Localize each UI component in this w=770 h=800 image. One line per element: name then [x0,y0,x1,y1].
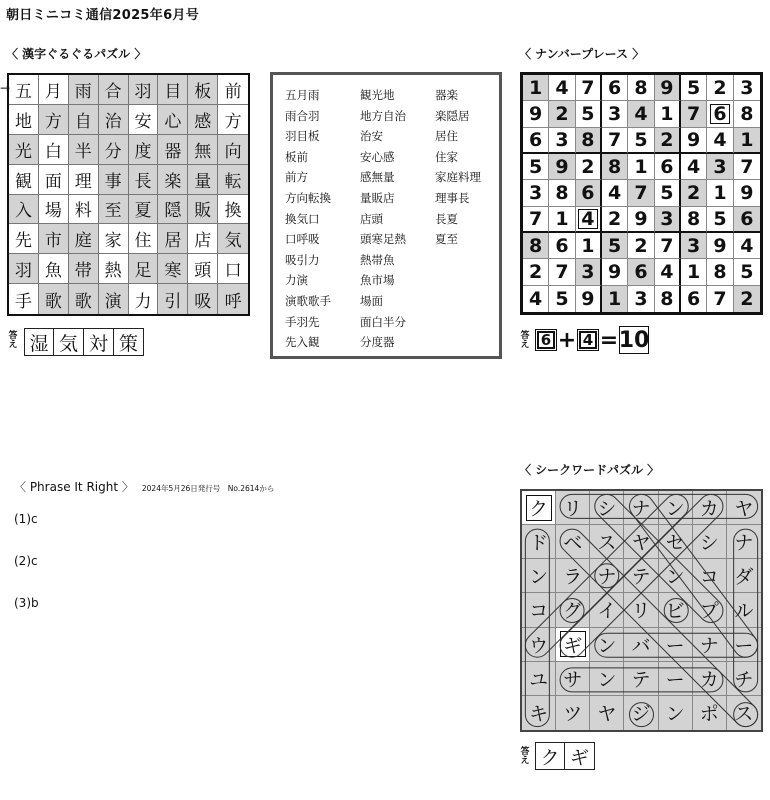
kanji-cell: 帯 [69,254,99,284]
seekword-answer [535,742,595,770]
word-list-item: 感無量 [360,170,395,185]
seekword-cell: カ [693,491,727,525]
kanji-cell: 頭 [188,254,218,284]
sudoku-cell: 7 [707,286,733,312]
sudoku-cell: 4 [734,233,760,259]
sudoku-cell: 6 [576,180,602,206]
kanji-cell: 半 [69,135,99,165]
sudoku-cell: 2 [576,154,602,180]
kanji-cell: 観 [9,165,39,195]
kanji-cell: 家 [99,224,129,254]
word-list-item: 場面 [360,293,383,308]
kanji-cell: 無 [188,135,218,165]
kanji-puzzle-heading: 〈 漢字ぐるぐるパズル 〉 [6,47,147,61]
kanji-cell: 地 [9,105,39,135]
seekword-cell: ナ [624,491,658,525]
kanji-cell: 度 [129,135,159,165]
seekword-cell: ベ [556,525,590,559]
seekword-cell: イ [590,593,624,627]
kanji-cell: 熱 [99,254,129,284]
word-list-item: 治安 [360,129,383,144]
word-list-item: 羽目板 [285,129,320,144]
seekword-cell: ヤ [590,696,624,730]
kanji-cell: 換 [218,195,248,225]
word-list-item: 理事長 [435,190,470,205]
sudoku-cell: 8 [549,180,575,206]
sudoku-cell: 3 [523,180,549,206]
equals-sign: = [599,327,619,353]
word-list-item: 手羽先 [285,314,320,329]
kanji-cell: 分 [99,135,129,165]
word-list-item: 魚市場 [360,273,395,288]
seekword-cell: ジ [624,696,658,730]
word-list-item: 面白半分 [360,314,406,329]
kanji-answer [24,328,144,356]
word-list-column [360,85,406,353]
sudoku-cell: 4 [681,154,707,180]
kanji-cell: 足 [129,254,159,284]
seekword-cell: ス [727,696,761,730]
seekword-cell: コ [522,593,556,627]
kanji-cell: 羽 [9,254,39,284]
start-arrow-icon: → [0,81,11,95]
word-list-item: 演歌歌手 [285,293,331,308]
sudoku-cell: 4 [523,286,549,312]
sudoku-cell: 8 [681,207,707,233]
seekword-cell: ツ [556,696,590,730]
kanji-cell: 先 [9,224,39,254]
word-list-item: 長夏 [435,211,458,226]
phrase-answer-2: (2)c [14,554,38,568]
seekword-cell: ン [590,662,624,696]
seekword-cell: ビ [659,593,693,627]
kanji-cell: 楽 [158,165,188,195]
sudoku-cell: 1 [628,154,654,180]
sudoku-cell: 8 [628,75,654,101]
sudoku-cell: 5 [523,154,549,180]
seekword-cell: バ [624,628,658,662]
seekword-cell: ダ [727,559,761,593]
sudoku-cell: 4 [576,207,602,233]
kanji-cell: 魚 [39,254,69,284]
kanji-cell: 転 [218,165,248,195]
sudoku-answer [535,326,649,354]
sudoku-cell: 7 [734,154,760,180]
word-list-item: 換気口 [285,211,320,226]
sudoku-cell: 5 [655,180,681,206]
kanji-cell: 販 [188,195,218,225]
kanji-cell: 板 [188,75,218,105]
kanji-answer-label: 答 え [8,331,18,350]
sudoku-grid [520,72,763,315]
kanji-cell: 夏 [129,195,159,225]
sudoku-cell: 2 [523,259,549,285]
seekword-cell: ー [659,662,693,696]
kanji-cell: 居 [158,224,188,254]
kanji-cell: 口 [218,254,248,284]
sudoku-cell: 9 [602,259,628,285]
kanji-cell: 歌 [69,284,99,314]
sudoku-cell: 3 [576,259,602,285]
seekword-cell: サ [556,662,590,696]
kanji-answer-char: 湿 [24,328,54,356]
sudoku-cell: 3 [681,233,707,259]
seekword-cell: ド [522,525,556,559]
word-list-item: 店頭 [360,211,383,226]
kanji-cell: 隠 [158,195,188,225]
kanji-cell: 前 [218,75,248,105]
sudoku-cell: 9 [549,154,575,180]
kanji-cell: 引 [158,284,188,314]
sudoku-cell: 1 [707,180,733,206]
seekword-cell: ナ [693,628,727,662]
sudoku-cell: 3 [734,75,760,101]
phrase-heading: 〈 Phrase It Right 〉 2024年5月26日発行号 No.2614から [14,480,275,494]
phrase-source: 2024年5月26日発行号 No.2614から [141,484,275,493]
seekword-cell: ギ [556,628,590,662]
seekword-cell: チ [727,662,761,696]
seekword-cell: キ [522,696,556,730]
word-list-item: 板前 [285,149,308,164]
sudoku-cell: 5 [576,101,602,127]
kanji-cell: 光 [9,135,39,165]
sudoku-cell: 8 [523,233,549,259]
kanji-cell: 寒 [158,254,188,284]
kanji-cell: 気 [218,224,248,254]
word-list-box [270,72,502,359]
kanji-answer-char: 対 [84,328,114,356]
seekword-cell: リ [556,491,590,525]
word-list-item: 熱帯魚 [360,252,395,267]
sudoku-cell: 4 [602,180,628,206]
sudoku-cell: 6 [681,286,707,312]
sudoku-cell: 9 [681,128,707,154]
seekword-cell: ポ [693,696,727,730]
sudoku-cell: 5 [628,128,654,154]
kanji-cell: 力 [129,284,159,314]
kanji-answer-char: 策 [114,328,144,356]
sudoku-cell: 3 [628,286,654,312]
seekword-cell: ユ [522,662,556,696]
kanji-cell: 理 [69,165,99,195]
seekword-cell: ウ [522,628,556,662]
kanji-cell: 歌 [39,284,69,314]
word-list-item: 方向転換 [285,190,331,205]
kanji-cell: 演 [99,284,129,314]
sudoku-cell: 8 [576,128,602,154]
seekword-cell: コ [693,559,727,593]
sudoku-cell: 7 [681,101,707,127]
sudoku-cell: 8 [707,259,733,285]
kanji-cell: 住 [129,224,159,254]
kanji-cell: 面 [39,165,69,195]
seekword-grid [520,489,763,732]
kanji-cell: 料 [69,195,99,225]
sudoku-cell: 2 [549,101,575,127]
sudoku-cell: 6 [523,128,549,154]
sudoku-cell: 5 [602,233,628,259]
word-list-item: 家庭料理 [435,170,481,185]
sudoku-cell: 7 [602,128,628,154]
seekword-cell: ラ [556,559,590,593]
sudoku-cell: 8 [602,154,628,180]
kanji-cell: 羽 [129,75,159,105]
sudoku-cell: 9 [734,180,760,206]
word-list-column [285,85,331,353]
sudoku-cell: 1 [549,207,575,233]
word-list-item: 先入観 [285,335,320,350]
sudoku-cell: 4 [628,101,654,127]
seekword-cell: グ [556,593,590,627]
seekword-cell: ナ [727,525,761,559]
word-list-column [435,85,481,250]
sudoku-cell: 6 [734,207,760,233]
seekword-cell: ー [727,628,761,662]
sudoku-cell: 2 [734,286,760,312]
kanji-cell: 安 [129,105,159,135]
kanji-cell: 手 [9,284,39,314]
kanji-cell: 月 [39,75,69,105]
kanji-cell: 自 [69,105,99,135]
seekword-cell: ン [522,559,556,593]
seekword-cell: リ [624,593,658,627]
sudoku-cell: 8 [655,286,681,312]
sudoku-cell: 5 [734,259,760,285]
kanji-cell: 雨 [69,75,99,105]
sudoku-cell: 4 [707,128,733,154]
sudoku-cell: 1 [681,259,707,285]
seekword-cell: ク [522,491,556,525]
word-list-item: 住家 [435,149,458,164]
sudoku-cell: 1 [734,128,760,154]
word-list-item: 楽隠居 [435,108,470,123]
sudoku-cell: 2 [628,233,654,259]
sudoku-cell: 6 [549,233,575,259]
sudoku-cell: 1 [655,101,681,127]
word-list-item: 器楽 [435,88,458,102]
kanji-cell: 方 [39,105,69,135]
seekword-cell: ナ [590,559,624,593]
sudoku-cell: 3 [549,128,575,154]
seekword-cell: シ [693,525,727,559]
kanji-cell: 量 [188,165,218,195]
kanji-cell: 合 [99,75,129,105]
sudoku-cell: 2 [602,207,628,233]
word-list-item: 量販店 [360,190,395,205]
kanji-cell: 治 [99,105,129,135]
word-list-item: 雨合羽 [285,108,320,123]
word-list-item: 力演 [285,273,308,288]
seekword-cell: カ [693,662,727,696]
sudoku-cell: 1 [602,286,628,312]
kanji-cell: 心 [158,105,188,135]
seekword-cell: ヤ [727,491,761,525]
word-list-item: 口呼吸 [285,232,320,247]
kanji-cell: 事 [99,165,129,195]
seekword-cell: ヤ [624,525,658,559]
word-list-item: 前方 [285,170,308,185]
sudoku-cell: 1 [576,233,602,259]
kanji-cell: 目 [158,75,188,105]
seekword-cell: テ [624,559,658,593]
sudoku-cell: 2 [681,180,707,206]
kanji-grid [7,73,250,316]
seekword-cell: ン [659,696,693,730]
sudoku-cell: 8 [734,101,760,127]
word-list-item: 地方自治 [360,108,406,123]
sudoku-answer-b: 4 [577,329,599,351]
word-list-item: 吸引力 [285,252,320,267]
seekword-cell: セ [659,525,693,559]
sudoku-cell: 1 [523,75,549,101]
word-list-item: 居住 [435,129,458,144]
kanji-cell: 五 [9,75,39,105]
kanji-cell: 市 [39,224,69,254]
sudoku-cell: 7 [655,233,681,259]
seekword-heading: 〈 シークワードパズル 〉 [519,463,660,477]
seekword-cell: ン [659,559,693,593]
phrase-answer-1: (1)c [14,512,38,526]
sudoku-cell: 9 [628,207,654,233]
sudoku-cell: 9 [523,101,549,127]
word-list-item: 安心感 [360,149,395,164]
word-list-item: 頭寒足熱 [360,232,406,247]
sudoku-cell: 3 [602,101,628,127]
kanji-cell: 吸 [188,284,218,314]
sudoku-cell: 3 [655,207,681,233]
seekword-cell: テ [624,662,658,696]
sudoku-cell: 5 [549,286,575,312]
seekword-cell: ン [659,491,693,525]
kanji-cell: 至 [99,195,129,225]
seekword-cell: ス [590,525,624,559]
sudoku-cell: 5 [707,207,733,233]
seekword-answer-char: ギ [565,742,595,770]
sudoku-cell: 2 [655,128,681,154]
sudoku-cell: 9 [576,286,602,312]
kanji-cell: 呼 [218,284,248,314]
sudoku-cell: 6 [707,101,733,127]
sudoku-cell: 7 [628,180,654,206]
phrase-answer-3: (3)b [14,596,39,610]
sudoku-cell: 7 [549,259,575,285]
sudoku-cell: 5 [681,75,707,101]
sudoku-cell: 9 [655,75,681,101]
sudoku-cell: 7 [523,207,549,233]
word-list-item: 観光地 [360,88,395,102]
sudoku-cell: 6 [655,154,681,180]
plus-sign: + [557,327,577,353]
word-list-item: 夏至 [435,232,458,247]
word-list-item: 五月雨 [285,88,320,102]
kanji-cell: 店 [188,224,218,254]
seekword-cell: ー [659,628,693,662]
page-title: 朝日ミニコミ通信2025年6月号 [6,8,200,23]
kanji-answer-char: 気 [54,328,84,356]
sudoku-heading: 〈 ナンバープレース 〉 [519,47,645,61]
seekword-cell: ン [590,628,624,662]
seekword-cell: シ [590,491,624,525]
sudoku-answer-label: 答 え [520,331,530,350]
seekword-cell: プ [693,593,727,627]
kanji-cell: 白 [39,135,69,165]
sudoku-cell: 7 [576,75,602,101]
sudoku-cell: 6 [602,75,628,101]
kanji-cell: 向 [218,135,248,165]
kanji-cell: 場 [39,195,69,225]
kanji-cell: 長 [129,165,159,195]
sudoku-cell: 3 [707,154,733,180]
sudoku-cell: 6 [628,259,654,285]
sudoku-answer-a: 6 [535,329,557,351]
seekword-answer-label: 答 え [520,747,530,766]
seekword-cell: ル [727,593,761,627]
kanji-cell: 感 [188,105,218,135]
sudoku-answer-sum: 10 [618,327,650,353]
kanji-cell: 入 [9,195,39,225]
sudoku-cell: 4 [655,259,681,285]
word-list-item: 分度器 [360,335,395,350]
kanji-cell: 器 [158,135,188,165]
kanji-cell: 方 [218,105,248,135]
sudoku-cell: 2 [707,75,733,101]
kanji-cell: 庭 [69,224,99,254]
seekword-answer-char: ク [535,742,565,770]
sudoku-cell: 9 [707,233,733,259]
sudoku-cell: 4 [549,75,575,101]
